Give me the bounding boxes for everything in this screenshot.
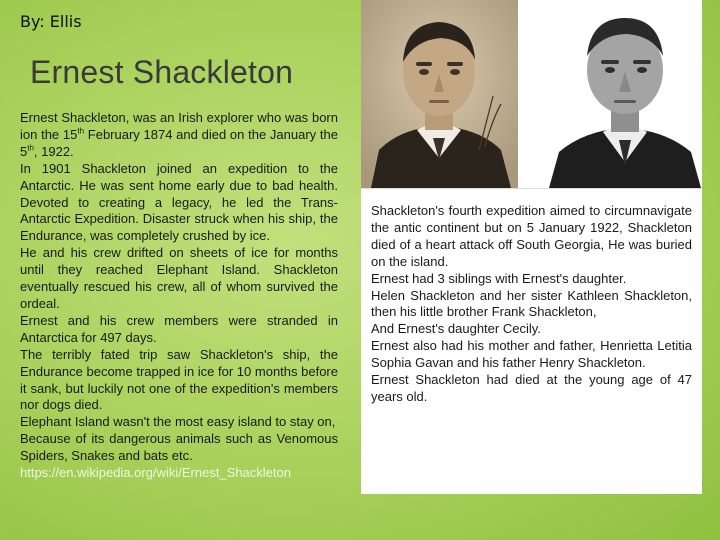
- death-paragraph: Shackleton's fourth expedition aimed to circumnavigate the antic continent but on 5 January 1922, Shackleton died of a heart attack off South Georgia, He was buried on the island.: [371, 203, 692, 269]
- animals-paragraph: Because of its dangerous animals such as Venomous Spiders, Snakes and bats etc.: [20, 431, 338, 464]
- portrait-photo-older: [545, 0, 702, 188]
- birth-text-a: Ernest Shackleton, was an Irish explorer who was born ion the 15: [20, 110, 338, 142]
- birth-text-c: , 1922.: [33, 143, 74, 159]
- family-text: [371, 203, 692, 406]
- sisters-paragraph: Helen Shackleton and her sister Kathleen Shackleton, then his little brother Frank Shackleton,: [371, 287, 692, 320]
- endurance-paragraph: The terribly fated trip saw Shackleton's ship, the Endurance become trapped in ice for 10 months before it sank, but luckily not one of the expedition's members nor dogs died.: [20, 346, 338, 413]
- author-byline: By: Ellis: [20, 12, 82, 31]
- birth-paragraph: [20, 110, 338, 161]
- portrait-photos: [361, 0, 702, 188]
- page-title: Ernest Shackleton: [30, 54, 294, 90]
- expedition-paragraph: In 1901 Shackleton joined an expedition to the Antarctic. He was sent home early due to bad health. Devoted to creating a legacy, he led the Trans-Antarctic Expedition. Disaster struck when his ship, the Endurance, was completely crushed by ice.: [20, 160, 338, 244]
- parents-paragraph: Ernest also had his mother and father, Henrietta Letitia Sophia Gavan and his father Henry Shackleton.: [371, 338, 692, 371]
- portrait-photo-young: [361, 0, 518, 188]
- biography-text: [20, 110, 338, 482]
- ordinal-suffix: th: [77, 126, 85, 136]
- siblings-paragraph: Ernest had 3 siblings with Ernest's daughter.: [371, 270, 627, 286]
- daughter-paragraph: And Ernest's daughter Cecily.: [371, 321, 541, 337]
- stranded-paragraph: Ernest and his crew members were stranded in Antarctica for 497 days.: [20, 312, 338, 345]
- ordinal-suffix: th: [27, 143, 34, 153]
- source-link[interactable]: https://en.wikipedia.org/wiki/Ernest_Shackleton: [20, 465, 291, 481]
- age-paragraph: Ernest Shackleton had died at the young age of 47 years old.: [371, 372, 692, 404]
- caption-panel: [361, 188, 702, 494]
- birth-text-b: February 1874 and died on the January the 5: [20, 126, 338, 159]
- drift-paragraph: He and his crew drifted on sheets of ice for months until they reached Elephant Island. Shackleton eventually rescued his crew, all of whom survived the ordeal.: [20, 245, 338, 311]
- elephant-island-paragraph: Elephant Island wasn't the most easy island to stay on,: [20, 414, 336, 430]
